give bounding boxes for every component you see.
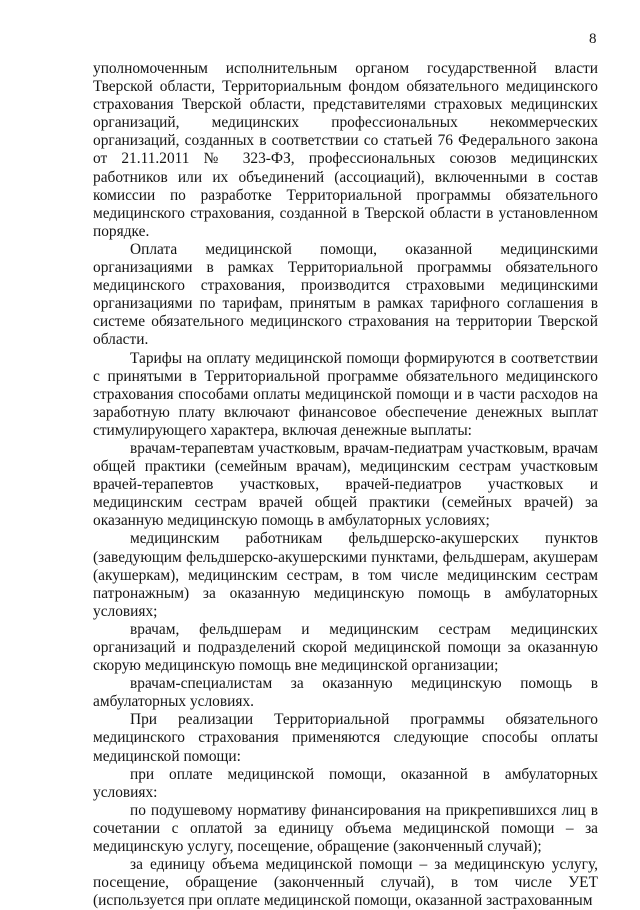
list-item-feldsher-stations: медицинским работникам фельдшерско-акушерских пунктов (заведующим фельдшерско-акушерскими пунктами, фельдшерам, акушерам (акушеркам), медицинским сестрам, в том числе медицинским сестрам патронажным) за оказанную медицинскую помощь в амбулаторных условиях; xyxy=(93,530,598,620)
list-item-specialists: врачам-специалистам за оказанную медицинскую помощь в амбулаторных условиях. xyxy=(93,675,598,711)
paragraph-payment-methods: При реализации Территориальной программы обязательного медицинского страхования применяются следующие способы оплаты медицинской помощи: xyxy=(93,711,598,765)
paragraph-commission: уполномоченным исполнительным органом государственной власти Тверской области, Территориальным фондом обязательного медицинского страхования Тверской области, представителями страховых медицинских организаций, медицинских профессиональных некоммерческих организаций, созданных в соответствии со статьей 76 Федерального закона от 21.11.2011 № 323-ФЗ, профессиональных союзов медицинских работников или их объединений (ассоциаций), включенными в состав комиссии по разработке Территориальной программы обязательного медицинского страхования, созданной в Тверской области в установленном порядке. xyxy=(93,60,598,240)
page-number: 8 xyxy=(589,31,597,47)
list-item-ambulance-staff: врачам, фельдшерам и медицинским сестрам медицинских организаций и подразделений скорой медицинской помощи за оказанную скорую медицинскую помощь вне медицинской организации; xyxy=(93,620,598,675)
paragraph-tariffs: Тарифы на оплату медицинской помощи формируются в соответствии с принятыми в Территориальной программе обязательного медицинского страхования способами оплаты медицинской помощи и в части расходов на заработную плату включают финансовое обеспечение денежных выплат стимулирующего характера, включая денежные выплаты: xyxy=(93,349,598,439)
paragraph-payment: Оплата медицинской помощи, оказанной медицинскими организациями в рамках Территориальной программы обязательного медицинского страхования, производится страховыми медицинскими организациями по тарифам, принятым в рамках тарифного соглашения в системе обязательного медицинского страхования на территории Тверской области. xyxy=(93,240,598,349)
list-item-per-unit: за единицу объема медицинской помощи – за медицинскую услугу, посещение, обращение (законченный случай), в том числе УЕТ (используется при оплате медицинской помощи, оказанной застрахованным xyxy=(93,856,598,910)
paragraph-outpatient-heading: при оплате медицинской помощи, оказанной в амбулаторных условиях: xyxy=(93,765,598,801)
document-body xyxy=(93,60,598,910)
list-item-per-capita: по подушевому нормативу финансирования на прикрепившихся лиц в сочетании с оплатой за единицу объема медицинской помощи – за медицинскую услугу, посещение, обращение (законченный случай); xyxy=(93,801,598,856)
list-item-district-doctors: врачам-терапевтам участковым, врачам-педиатрам участковым, врачам общей практики (семейным врачам), медицинским сестрам участковым врачей-терапевтов участковых, врачей-педиатров участковых и медицинским сестрам врачей общей практики (семейных врачей) за оказанную медицинскую помощь в амбулаторных условиях; xyxy=(93,439,598,530)
